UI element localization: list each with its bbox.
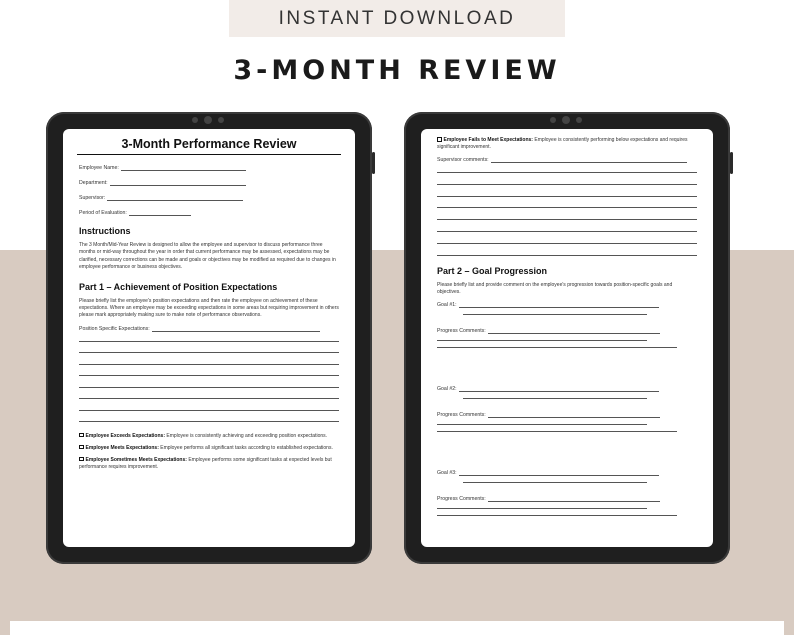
goal-1: Goal #1: Progress Comments: [431, 302, 703, 348]
bottom-card [10, 621, 784, 635]
camera-icon [192, 117, 198, 123]
sensor-icon [218, 117, 224, 123]
volume-button [372, 152, 375, 174]
part2-heading: Part 2 – Goal Progression [437, 265, 548, 276]
volume-button [730, 152, 733, 174]
checkbox-icon[interactable] [79, 445, 84, 450]
supervisor-comments-field: Supervisor comments: [437, 157, 703, 163]
doc-title: 3-Month Performance Review [77, 135, 341, 155]
check-meets: Employee Meets Expectations: Employee performs all significant tasks according to established expectations. [79, 445, 339, 452]
goal-2: Goal #2: Progress Comments: [431, 386, 703, 432]
expectation-lines [73, 341, 345, 423]
check-sometimes: Employee Sometimes Meets Expectations: Employee performs some significant tasks at expected levels but performance requires improvement. [79, 456, 332, 470]
instructions-text: The 3 Month/Mid-Year Review is designed to allow the employee and supervisor to discuss performance three months or mid-way throughout the year in order that current performance may be assessed, expectations may be clarified, necessary corrections can be made and goals or objectives may be modified as required due to changes in employee performance or business objectives. [79, 242, 336, 271]
banner-text: INSTANT DOWNLOAD [278, 7, 516, 29]
goal-3: Goal #3: Progress Comments: [431, 470, 703, 516]
employee-name-field: Employee Name: [79, 165, 345, 171]
check-exceeds: Employee Exceeds Expectations: Employee is consistently achieving and exceeding position expectations. [79, 433, 339, 440]
part2-text: Please briefly list and provide comment on the employee's progression towards position-specific goals and objectives. [437, 281, 673, 295]
camera-lens-icon [204, 116, 212, 124]
part1-heading: Part 1 – Achievement of Position Expectations [79, 281, 278, 292]
part1-text: Please briefly list the employee's position expectations and then rate the employee on achievement of these expectations. Where an employee may be exceeding expectations in some areas but requiring improvement in others please mark appropriately making sure to make note of performance observations. [79, 297, 339, 319]
main-title: 3-MONTH REVIEW [233, 55, 561, 86]
checkbox-icon[interactable] [437, 137, 442, 142]
tablet-right [404, 112, 730, 564]
supervisor-field: Supervisor: [79, 195, 345, 201]
camera-icon [550, 117, 556, 123]
check-fails: Employee Fails to Meet Expectations: Employee is consistently performing below expectations and requires significant improvement. [437, 137, 688, 150]
instant-download-banner [229, 0, 565, 37]
camera-lens-icon [562, 116, 570, 124]
instructions-heading: Instructions [79, 226, 131, 236]
comment-lines [431, 172, 703, 256]
department-field: Department: [79, 180, 345, 186]
position-expectations-field: Position Specific Expectations: [79, 326, 345, 332]
checkbox-icon[interactable] [79, 433, 84, 438]
sensor-icon [576, 117, 582, 123]
page-2-screen [421, 129, 713, 547]
checkbox-icon[interactable] [79, 457, 84, 462]
tablet-left [46, 112, 372, 564]
page-1-screen [63, 129, 355, 547]
period-field: Period of Evaluation: [79, 210, 345, 216]
